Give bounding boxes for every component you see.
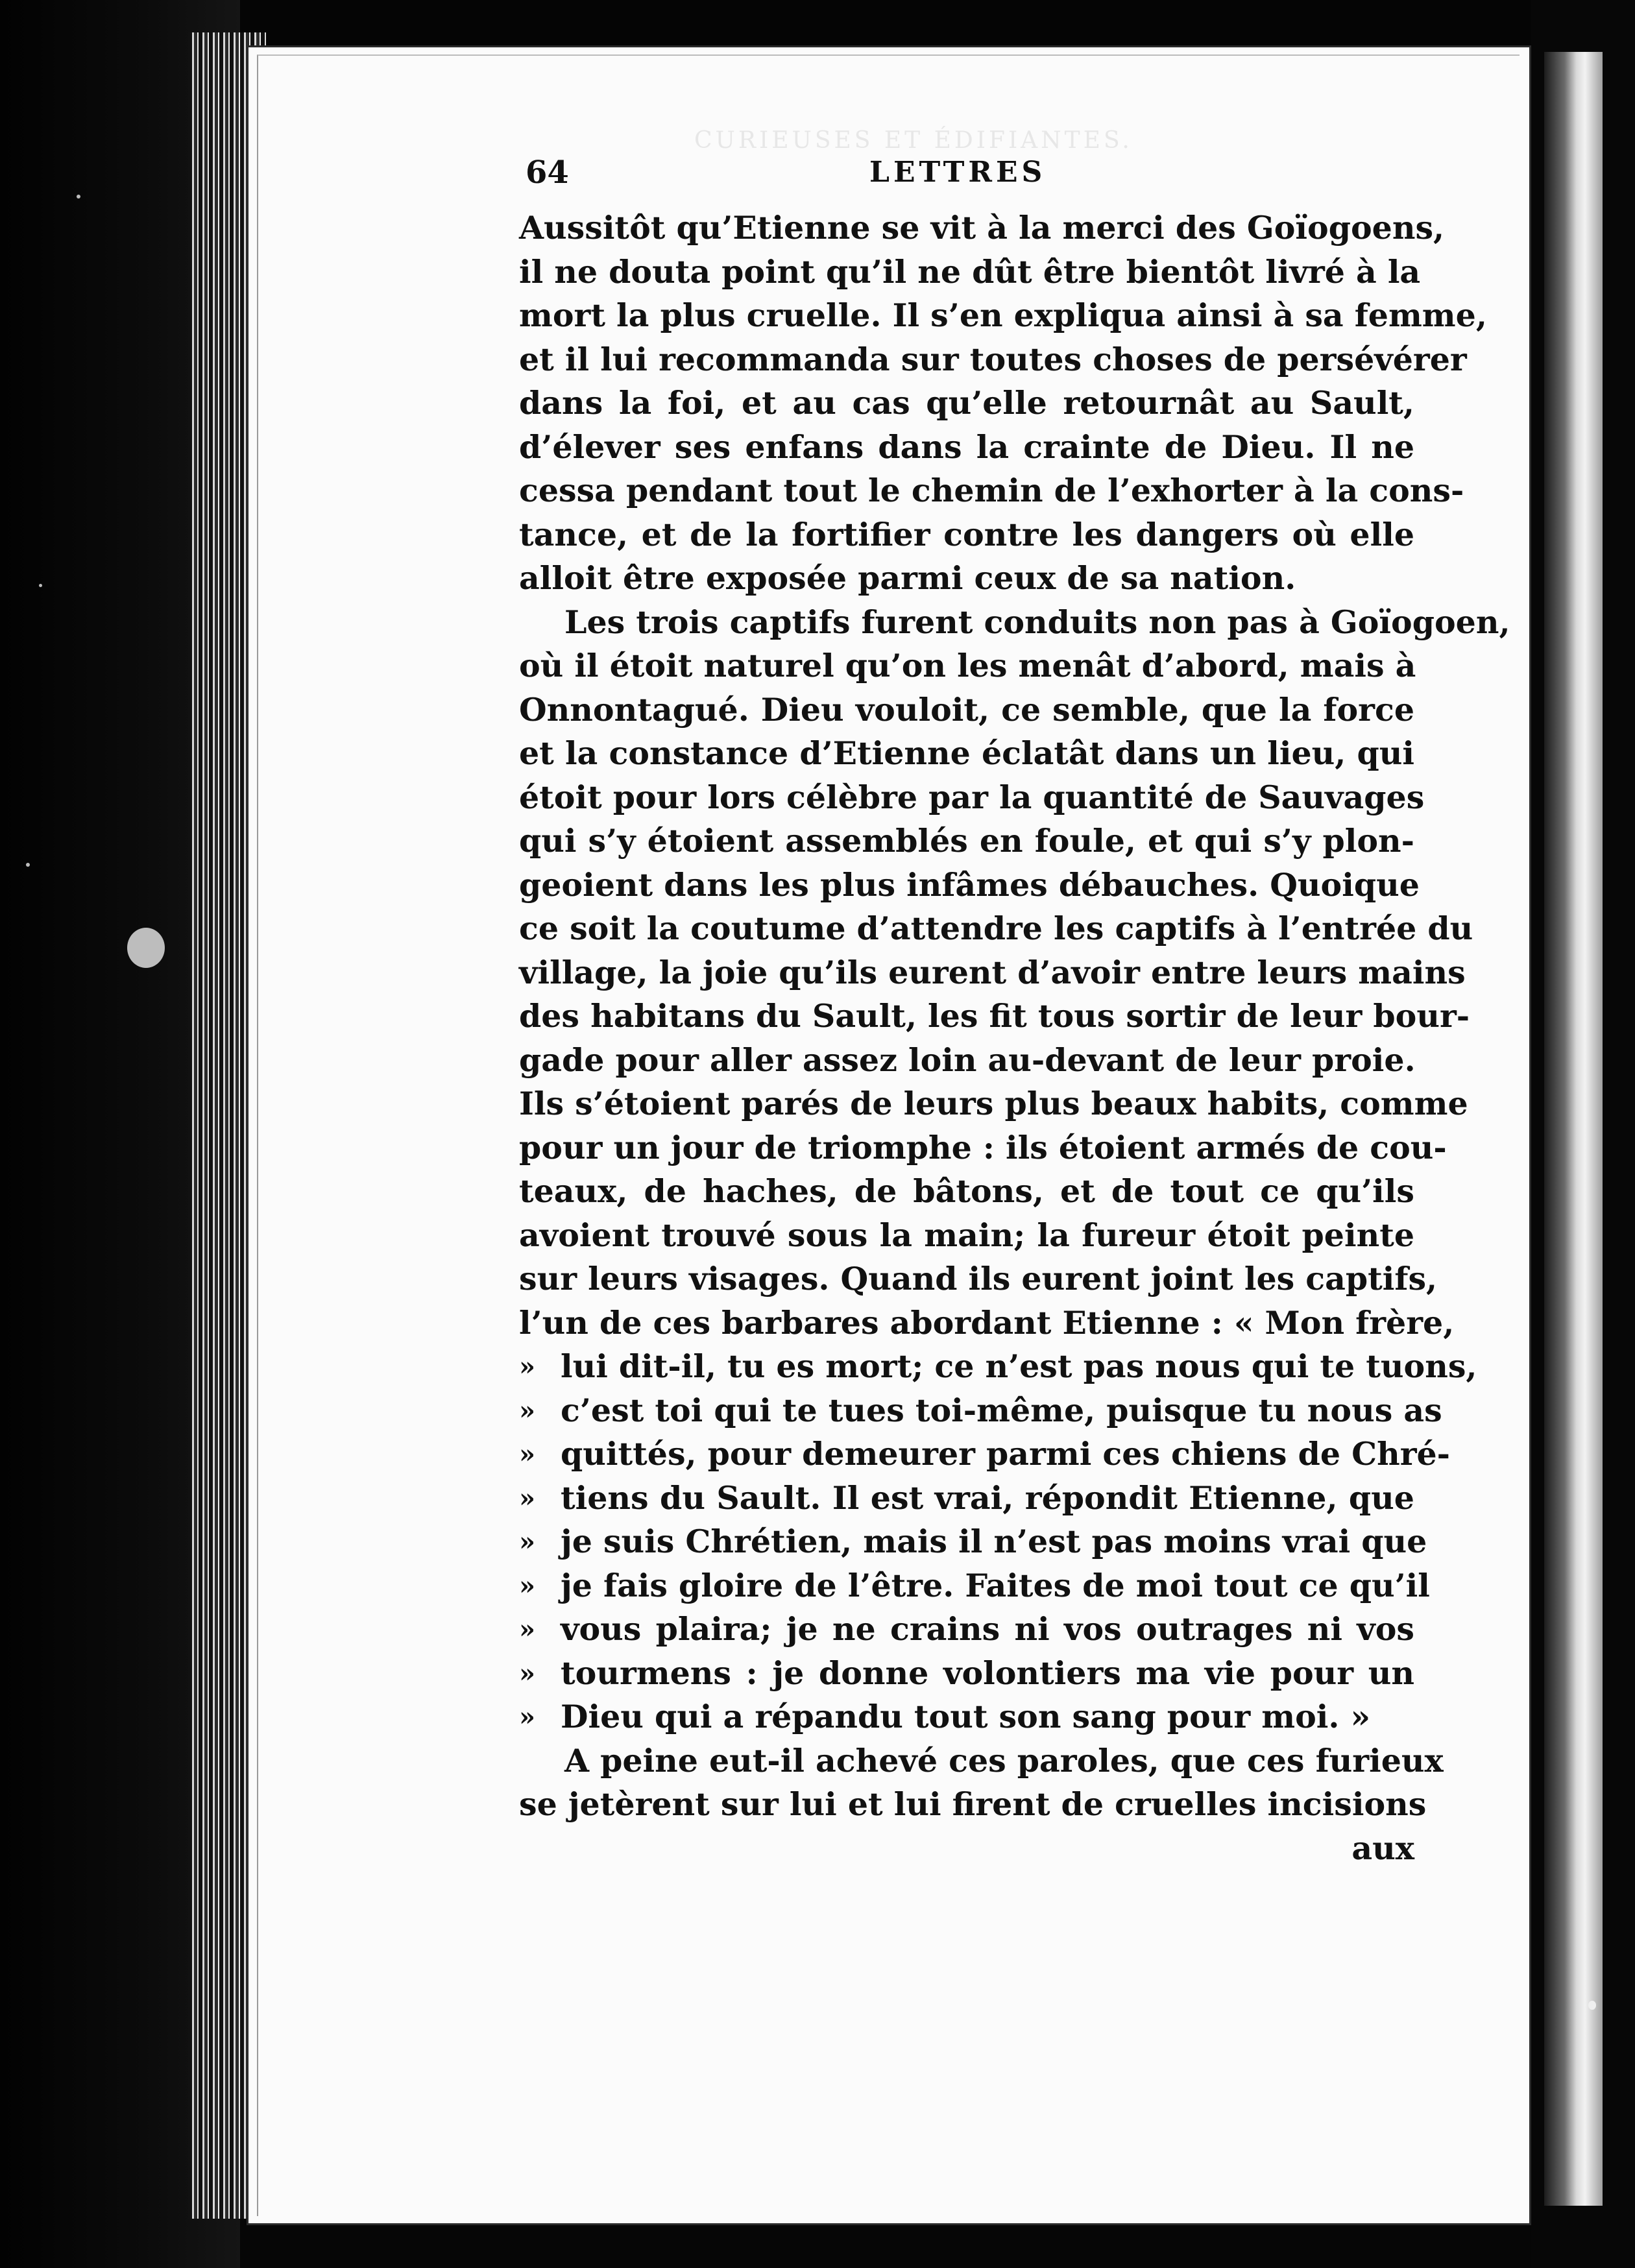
text-line — [519, 601, 1510, 645]
text-line — [519, 338, 1467, 382]
running-title: LETTRES — [869, 156, 1047, 189]
text-line — [519, 1039, 1414, 1083]
quote-guillemet: » — [519, 1570, 535, 1601]
next-leaf-edge — [1544, 52, 1603, 2206]
text-line — [519, 1170, 1414, 1214]
quote-guillemet: » — [519, 1482, 535, 1514]
quote-guillemet: » — [519, 1439, 535, 1469]
scan-speck — [127, 928, 165, 968]
text-line-content: mort la plus cruelle. Il s’en expliqua ainsi à sa femme, — [519, 296, 1487, 334]
text-line-content: cessa pendant tout le chemin de l’exhorter à la cons- — [519, 472, 1464, 509]
text-line-content: avoient trouvé sous la main; la fureur étoit peinte — [519, 1216, 1414, 1254]
text-line-content: c’est toi qui te tues toi-même, puisque tu nous as — [561, 1391, 1442, 1429]
text-line — [519, 1432, 1451, 1477]
text-line — [519, 1520, 1427, 1564]
text-line-content: et la constance d’Etienne éclatât dans un lieu, qui — [519, 734, 1414, 772]
text-line-content: aux — [1351, 1829, 1414, 1867]
text-line-content: se jetèrent sur lui et lui firent de cruelles incisions — [519, 1785, 1427, 1823]
text-line — [519, 1389, 1442, 1433]
text-line-content: qui s’y étoient assemblés en foule, et qui s’y plon- — [519, 822, 1414, 860]
quote-guillemet: » — [519, 1702, 535, 1732]
text-line-content: Les trois captifs furent conduits non pas à Goïogoen, — [564, 603, 1510, 641]
text-line — [519, 1695, 1414, 1739]
text-line-content: Onnontagué. Dieu vouloit, ce semble, que la force — [519, 690, 1414, 729]
text-line — [519, 1827, 1414, 1871]
text-line — [519, 294, 1487, 338]
text-line — [519, 1477, 1414, 1521]
text-line-content: vous plaira; je ne crains ni vos outrages ni vos — [561, 1610, 1414, 1648]
text-line-content: il ne douta point qu’il ne dût être bientôt livré à la — [519, 252, 1421, 291]
text-line-content: pour un jour de triomphe : ils étoient armés de cou- — [519, 1128, 1447, 1166]
text-line-content: quittés, pour demeurer parmi ces chiens de Chré- — [561, 1435, 1451, 1473]
quote-guillemet: » — [519, 1351, 535, 1382]
show-through-heading: CURIEUSES ET ÉDIFIANTES. — [694, 127, 1133, 154]
text-line — [519, 1783, 1427, 1827]
text-line — [519, 732, 1414, 776]
text-line-content: Ils s’étoient parés de leurs plus beaux habits, comme — [519, 1085, 1468, 1122]
text-line-content: tance, et de la fortifier contre les dangers où elle — [519, 515, 1414, 553]
text-line — [519, 1257, 1438, 1301]
text-line — [519, 1082, 1468, 1126]
text-line — [519, 1608, 1414, 1652]
text-line-content: tourmens : je donne volontiers ma vie pour un — [561, 1654, 1414, 1692]
text-line — [519, 819, 1414, 863]
text-line — [519, 951, 1466, 995]
text-line-content: des habitans du Sault, les fit tous sortir de leur bour- — [519, 997, 1470, 1035]
scan-speck — [39, 584, 42, 587]
text-line — [519, 426, 1414, 470]
text-line-content: sur leurs visages. Quand ils eurent joint les captifs, — [519, 1260, 1438, 1297]
text-line-content: où il étoit naturel qu’on les menât d’abord, mais à — [519, 647, 1416, 684]
text-line — [519, 1345, 1477, 1389]
text-line — [519, 863, 1420, 908]
text-line-content: village, la joie qu’ils eurent d’avoir entre leurs mains — [519, 953, 1466, 991]
body-text — [519, 206, 1510, 1870]
scan-speck — [26, 863, 30, 867]
text-line-content: teaux, de haches, de bâtons, et de tout ce qu’ils — [519, 1172, 1414, 1210]
text-line — [519, 1564, 1430, 1608]
text-line — [519, 688, 1414, 732]
text-line-content: dans la foi, et au cas qu’elle retournât au Sault, — [519, 384, 1414, 422]
text-line — [519, 1739, 1444, 1783]
text-line-content: je suis Chrétien, mais il n’est pas moins vrai que — [561, 1523, 1427, 1560]
text-line — [519, 907, 1473, 951]
text-line — [519, 381, 1414, 426]
text-line — [519, 206, 1445, 250]
text-line — [519, 776, 1425, 820]
text-line — [519, 557, 1414, 601]
text-line — [519, 1126, 1447, 1170]
text-line — [519, 1214, 1414, 1258]
text-line-content: A peine eut-il achevé ces paroles, que ces furieux — [564, 1741, 1444, 1779]
scan-speck — [1588, 2001, 1596, 2010]
text-line-content: je fais gloire de l’être. Faites de moi tout ce qu’il — [561, 1566, 1430, 1604]
text-line-content: l’un de ces barbares abordant Etienne : « Mon frère, — [519, 1303, 1455, 1342]
text-line-content: et il lui recommanda sur toutes choses de persévérer — [519, 340, 1467, 378]
text-line — [519, 644, 1414, 688]
top-scan-border — [240, 0, 1635, 45]
quote-guillemet: » — [519, 1526, 535, 1557]
text-line-content: lui dit-il, tu es mort; ce n’est pas nous qui te tuons, — [561, 1347, 1477, 1385]
text-line-content: étoit pour lors célèbre par la quantité de Sauvages — [519, 778, 1425, 816]
text-line — [519, 513, 1414, 557]
quote-guillemet: » — [519, 1658, 535, 1689]
text-line-content: ce soit la coutume d’attendre les captifs à l’entrée du — [519, 910, 1473, 947]
quote-guillemet: » — [519, 1395, 535, 1426]
text-line — [519, 469, 1464, 513]
text-line-content: geoient dans les plus infâmes débauches. Quoique — [519, 865, 1420, 904]
text-line — [519, 250, 1421, 295]
text-line-content: Aussitôt qu’Etienne se vit à la merci des Goïogoens, — [519, 209, 1445, 247]
quote-guillemet: » — [519, 1614, 535, 1645]
text-line — [519, 995, 1470, 1039]
text-line-content: gade pour aller assez loin au-devant de leur proie. — [519, 1041, 1416, 1079]
text-line — [519, 1652, 1414, 1696]
running-head — [526, 154, 1408, 193]
scan-speck — [77, 195, 80, 199]
page-number: 64 — [526, 154, 569, 191]
text-line-content: d’élever ses enfans dans la crainte de Dieu. Il ne — [519, 428, 1414, 466]
text-line-content: tiens du Sault. Il est vrai, répondit Etienne, que — [561, 1478, 1414, 1517]
text-line-content: Dieu qui a répandu tout son sang pour moi. » — [561, 1698, 1371, 1735]
text-line-content: alloit être exposée parmi ceux de sa nation. — [519, 559, 1296, 597]
text-line — [519, 1301, 1455, 1345]
